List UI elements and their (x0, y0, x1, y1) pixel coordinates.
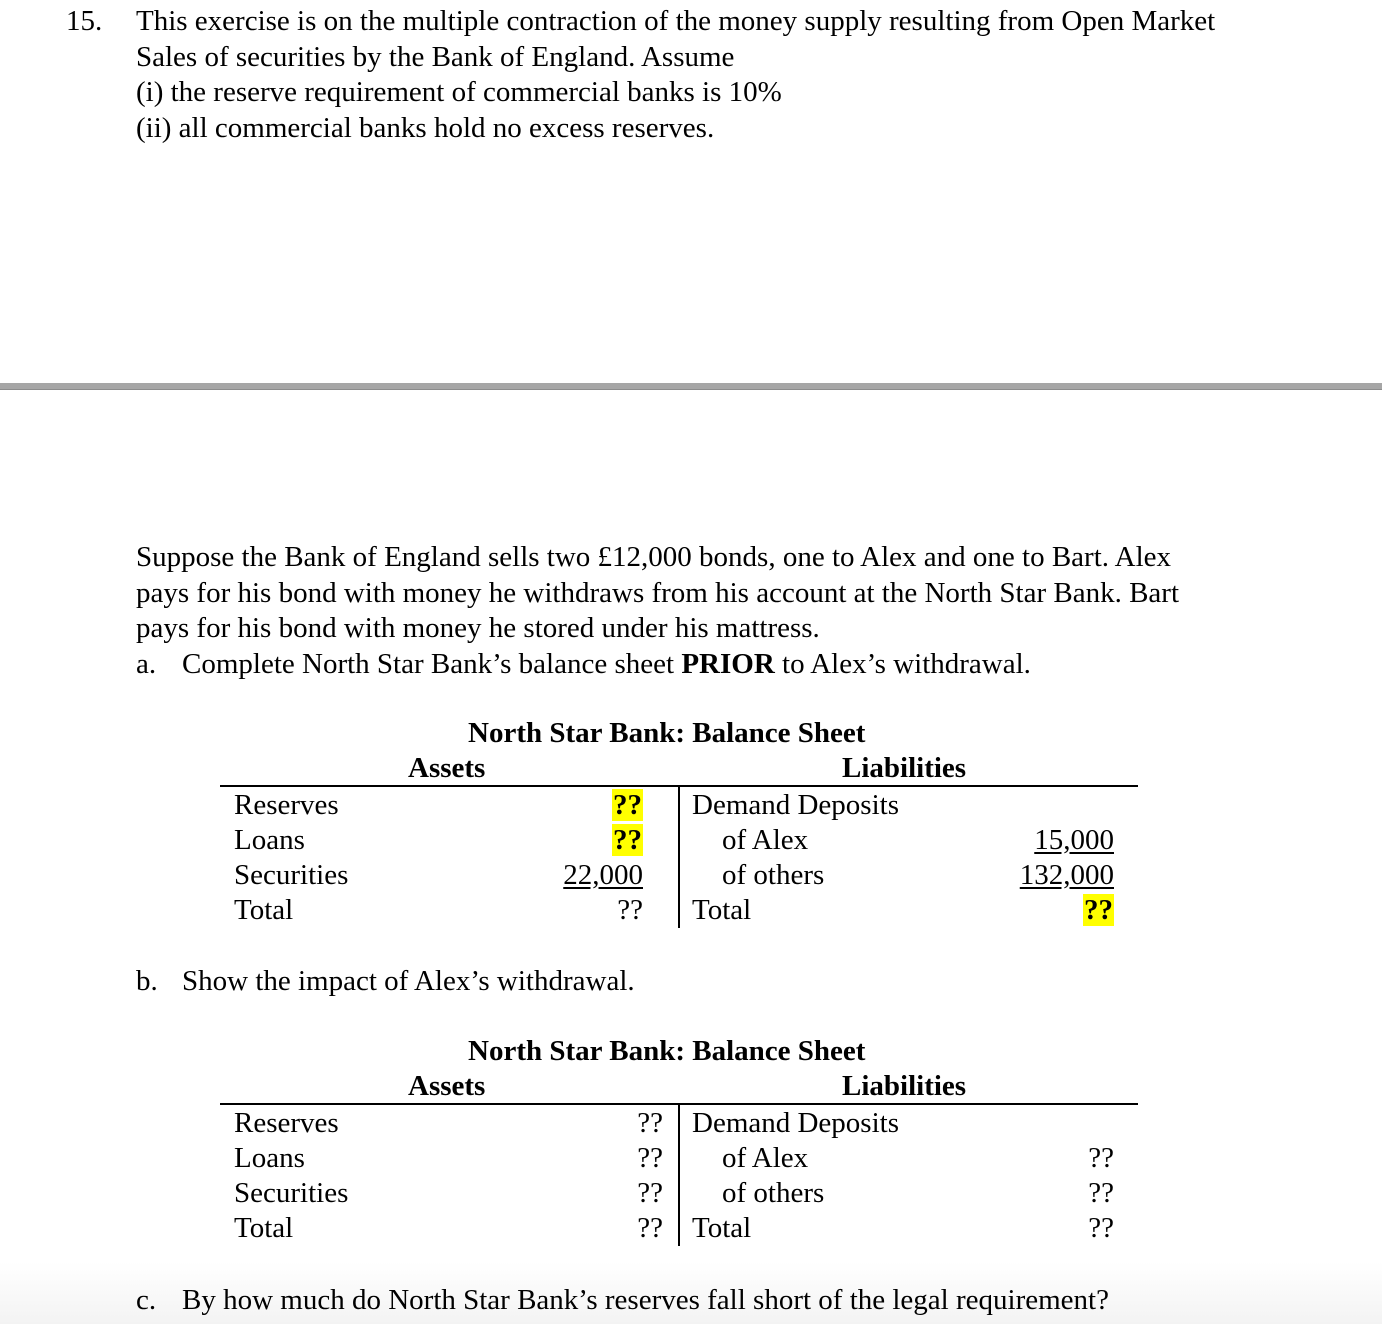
intro-line: (ii) all commercial banks hold no excess reserves. (136, 111, 715, 144)
asset-label-total: Total (234, 1212, 294, 1244)
asset-label-loans: Loans (234, 1142, 305, 1174)
liability-label-others: of others (722, 1177, 825, 1209)
asset-value-securities: 22,000 (563, 859, 643, 891)
part-a-label: a. (136, 648, 157, 680)
balance-sheet-prior (220, 716, 1138, 936)
liabilities-header: Liabilities (842, 1070, 967, 1102)
part-c-label: c. (136, 1284, 157, 1316)
asset-label-reserves: Reserves (234, 1107, 339, 1139)
scenario-line: pays for his bond with money he stored under his mattress. (136, 612, 820, 644)
liability-label-others: of others (722, 859, 825, 891)
intro-line: This exercise is on the multiple contraction of the money supply resulting from Open Market (136, 5, 1216, 37)
scenario-line: pays for his bond with money he withdraws from his account at the North Star Bank. Bart (136, 576, 1179, 609)
part-c-text: By how much do North Star Bank’s reserves fall short of the legal requirement? (182, 1284, 1109, 1316)
asset-value-reserves: ?? (637, 1107, 663, 1139)
part-a-text: Complete North Star Bank’s balance sheet (182, 648, 682, 680)
liability-value-alex: ?? (1088, 1142, 1114, 1174)
intro-line: Sales of securities by the Bank of England. Assume (136, 40, 735, 73)
liability-label-total: Total (692, 894, 752, 926)
question-number: 15. (66, 5, 103, 37)
part-c-prompt (136, 1283, 1109, 1319)
liability-value-total: ?? (1084, 894, 1113, 926)
liability-value-alex: 15,000 (1034, 824, 1114, 856)
liability-value-total: ?? (1088, 1212, 1114, 1244)
asset-label-securities: Securities (234, 1177, 349, 1209)
section-divider (0, 383, 1382, 390)
asset-label-reserves: Reserves (234, 789, 339, 821)
assets-header: Assets (408, 752, 486, 784)
liability-label-demand-deposits: Demand Deposits (692, 1107, 899, 1139)
part-b-text: Show the impact of Alex’s withdrawal. (182, 965, 635, 997)
asset-value-loans: ?? (637, 1142, 663, 1174)
asset-value-total: ?? (637, 1212, 663, 1244)
part-a-prompt (136, 647, 1031, 683)
asset-value-securities: ?? (637, 1177, 663, 1209)
liability-label-total: Total (692, 1212, 752, 1244)
asset-label-total: Total (234, 894, 294, 926)
asset-label-loans: Loans (234, 824, 305, 856)
part-a-emphasis: PRIOR (681, 648, 775, 680)
liability-label-alex: of Alex (722, 1142, 809, 1174)
sheet-divider (678, 787, 680, 928)
asset-value-reserves: ?? (613, 789, 642, 821)
intro-line: (i) the reserve requirement of commercial banks is 10% (136, 76, 782, 108)
sheet-title: North Star Bank: Balance Sheet (468, 717, 866, 749)
scenario-line: Suppose the Bank of England sells two £12,000 bonds, one to Alex and one to Bart. Alex (136, 541, 1172, 573)
liabilities-header: Liabilities (842, 752, 967, 784)
liability-value-others: 132,000 (1019, 859, 1114, 891)
asset-value-loans: ?? (613, 824, 642, 856)
part-b-label: b. (136, 965, 158, 997)
part-b-prompt (136, 964, 635, 1000)
part-a-text-end: to Alex’s withdrawal. (774, 648, 1031, 680)
question-intro (136, 4, 1215, 146)
sheet-title: North Star Bank: Balance Sheet (468, 1035, 866, 1067)
liability-value-others: ?? (1088, 1177, 1114, 1209)
liability-label-demand-deposits: Demand Deposits (692, 789, 899, 821)
assets-header: Assets (408, 1070, 486, 1102)
balance-sheet-after (220, 1034, 1138, 1254)
asset-label-securities: Securities (234, 859, 349, 891)
liability-label-alex: of Alex (722, 824, 809, 856)
asset-value-total: ?? (617, 894, 643, 926)
scenario-text (136, 540, 1179, 647)
sheet-divider (678, 1105, 680, 1246)
